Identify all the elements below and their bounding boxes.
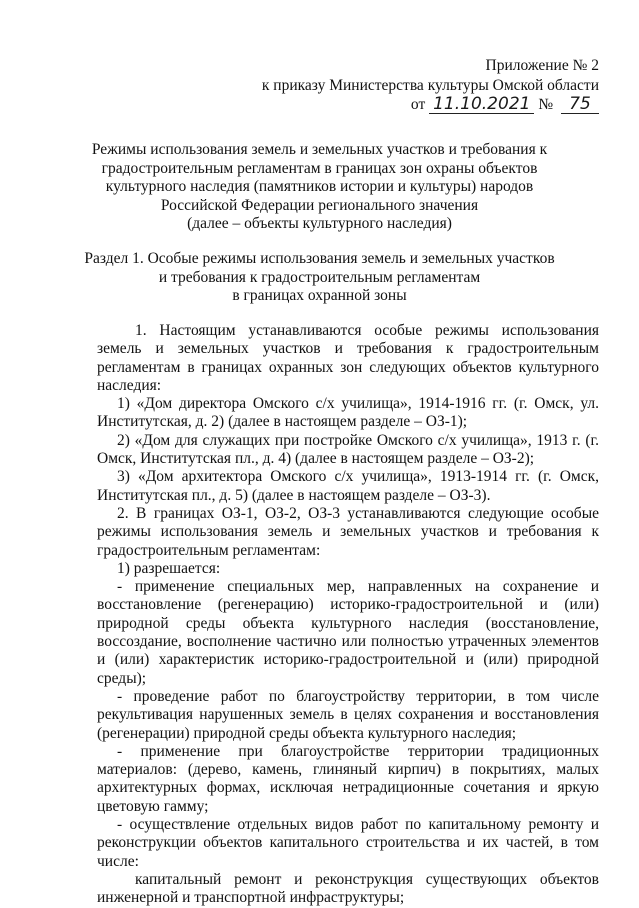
- sub-item: капитальный ремонт и реконструкция существующих объектов инженерной и транспортной инфраструктуры;: [97, 870, 599, 907]
- title-line: Режимы использования земель и земельных участков и требования к: [91, 141, 548, 158]
- section-heading-line: Раздел 1. Особые режимы использования земель и земельных участков: [84, 250, 555, 267]
- section-heading-line: в границах охранной зоны: [232, 287, 407, 304]
- order-reference: к приказу Министерства культуры Омской области: [261, 76, 599, 94]
- bullet-item: - проведение работ по благоустройству территории, в том числе рекультивация нарушенных земель в целях сохранения и восстановления (регенерации) природной среды объекта культурного наследия;: [97, 687, 599, 742]
- appendix-header: [262, 56, 599, 115]
- list-item-oz-2: 2) «Дом для служащих при постройке Омского с/х училища», 1913 г. (г. Омск, Институтская пл., д. 4) (далее в настоящем разделе – ОЗ-2);: [97, 431, 599, 468]
- paragraph-1: 1. Настоящим устанавливаются особые режимы использования земель и земельных участков и требования к градостроительным регламентам в границах охранных зон следующих объектов культурного наследия:: [97, 322, 599, 394]
- bullet-item: - применение специальных мер, направленных на сохранение и восстановление (регенерацию) историко-градостроительной и (или) природной среды объекта культурного наследия (восстановление, воссоздание, восполнение частично или полностью утраченных элементов и (или) характеристик историко-градостроительной и (или) природной среды);: [97, 578, 599, 687]
- title-line: Российской Федерации регионального значения: [160, 196, 479, 214]
- list-item-oz-3: 3) «Дом архитектора Омского с/х училища», 1913-1914 гг. (г. Омск, Институтская пл., д. 5) (далее в настоящем разделе – ОЗ-3).: [97, 468, 599, 504]
- handwritten-order-number: 75: [561, 95, 599, 114]
- section-heading-line: и требования к градостроительным регламентам: [158, 268, 481, 286]
- appendix-number: Приложение № 2: [485, 57, 599, 74]
- order-date-line: [262, 95, 599, 115]
- subheading-allowed: 1) разрешается:: [117, 559, 221, 577]
- bullet-item: - осуществление отдельных видов работ по капитальному ремонту и реконструкции объектов капитального строительства и их частей, в том числе:: [97, 816, 599, 870]
- title-line: культурного наследия (памятников истории и культуры) народов: [105, 178, 534, 195]
- title-line: (далее – объекты культурного наследия): [187, 215, 452, 232]
- title-line: градостроительным регламентам в границах зон охраны объектов: [101, 159, 538, 177]
- handwritten-date: 11.10.2021: [429, 95, 534, 114]
- number-label: №: [538, 96, 554, 113]
- section-heading: [60, 250, 579, 306]
- list-item-oz-1: 1) «Дом директора Омского с/х училища», 1914-1916 гг. (г. Омск, ул. Институтская, д. 2) (далее в настоящем разделе – ОЗ-1);: [97, 395, 599, 431]
- paragraph-2: 2. В границах ОЗ-1, ОЗ-2, ОЗ-3 устанавливаются следующие особые режимы использования земель и земельных участков и требования к градостроительным регламентам:: [97, 504, 599, 559]
- from-label: от: [410, 96, 426, 113]
- document-title: [60, 141, 579, 234]
- document-body: [97, 322, 599, 908]
- bullet-item: - применение при благоустройстве территории традиционных материалов: (дерево, камень, глиняный кирпич) в покрытиях, малых архитектурных формах, исключая нетрадиционные сочетания и яркую цветовую гамму;: [97, 742, 599, 815]
